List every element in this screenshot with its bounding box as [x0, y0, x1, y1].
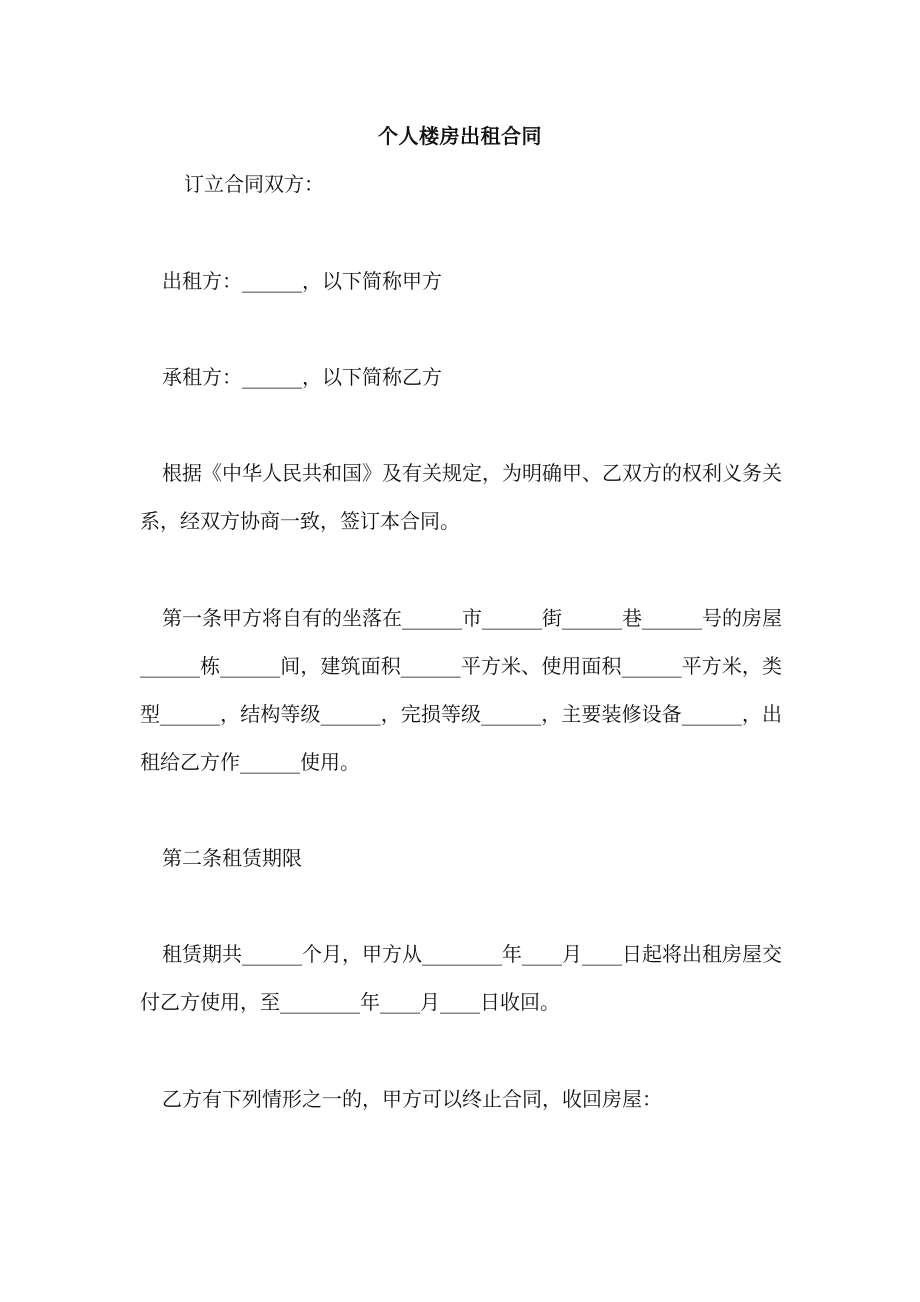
article-two-heading: 第二条租赁期限 — [162, 846, 302, 870]
parties-heading: 订立合同双方： — [184, 172, 324, 196]
lessee-line: 承租方：______，以下简称乙方 — [162, 365, 442, 389]
termination-conditions-paragraph: 乙方有下列情形之一的，甲方可以终止合同，收回房屋： — [162, 1087, 662, 1111]
article-one-paragraph: 第一条甲方将自有的坐落在______市______街______巷______号的房屋______栋______间，建筑面积______平方米、使用面积______平方米，类型______，结构等级______，完损等级______，主要装修设备______，出租给乙方作______使用。 — [140, 606, 782, 774]
document-title: 个人楼房出租合同 — [378, 124, 542, 148]
preamble-paragraph: 根据《中华人民共和国》及有关规定，为明确甲、乙双方的权利义务关系，经双方协商一致，签订本合同。 — [140, 461, 782, 533]
lessor-line: 出租方：______，以下简称甲方 — [162, 269, 442, 293]
lease-term-paragraph: 租赁期共______个月，甲方从________年____月____日起将出租房屋交付乙方使用，至________年____月____日收回。 — [140, 942, 782, 1014]
